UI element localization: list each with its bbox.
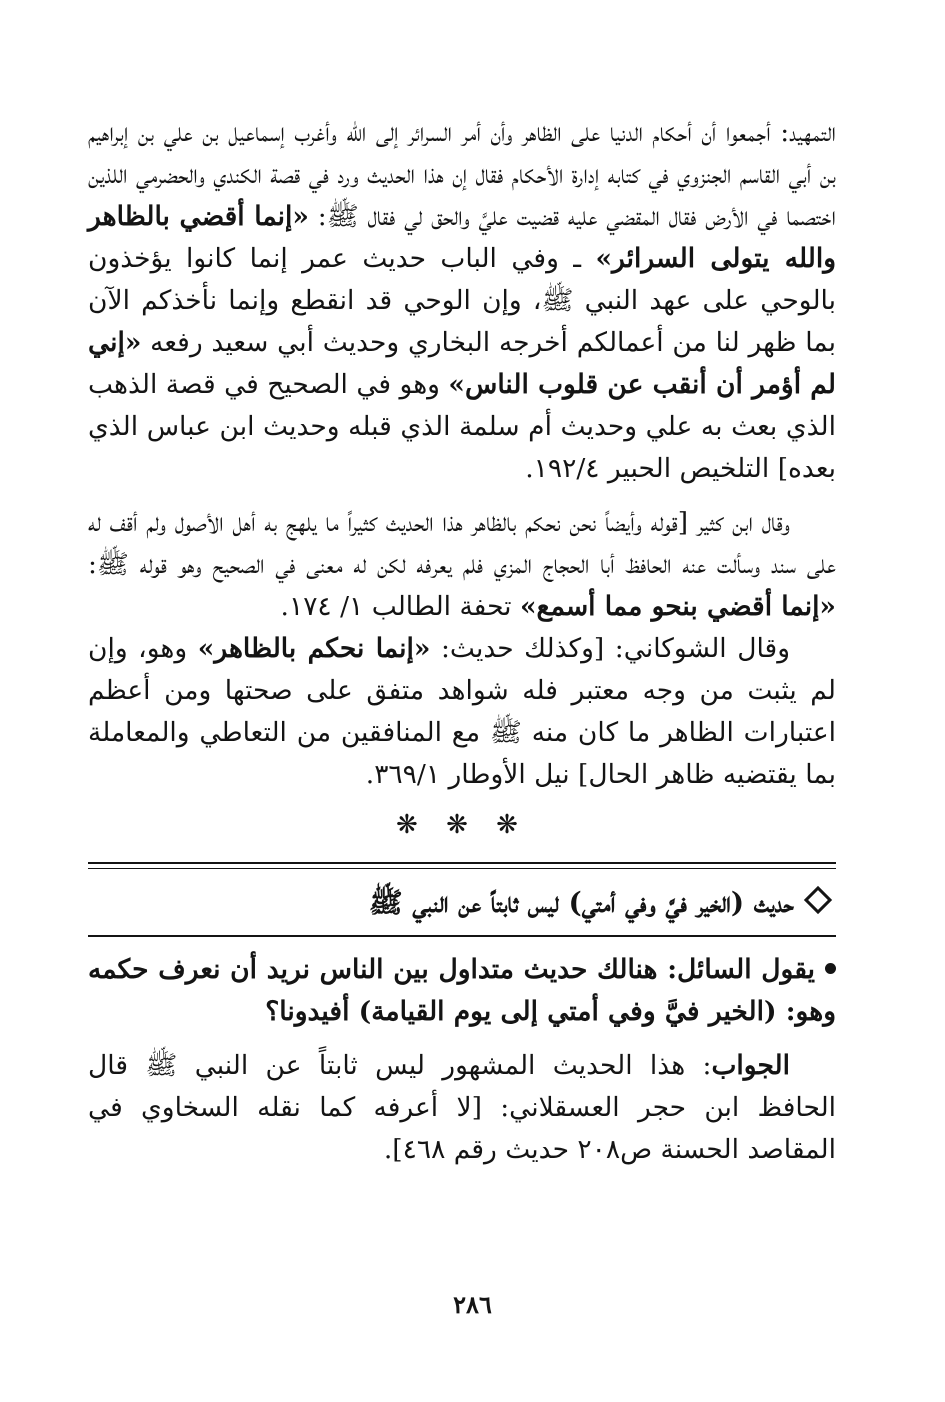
answer-label: الجواب [711, 1050, 790, 1081]
question-text: يقول السائل: هنالك حديث متداول بين الناس نريد أن نعرف حكمه وهو: (الخير فيَّ وفي أمتي إلى يوم القيامة) أفيدونا؟ [88, 954, 836, 1027]
heading-rule-bottom [88, 935, 836, 937]
section-heading-box [88, 862, 836, 937]
section-separator: ❋ ❋ ❋ [396, 810, 528, 840]
text-run: تحفة الطالب ١/ ١٧٤. [280, 591, 520, 622]
diamond-icon [804, 886, 832, 914]
paragraph-ibn-kathir [88, 502, 836, 628]
text-run: وهو في الصحيح في قصة الذهب الذي بعث به علي وحديث أم سلمة الذي قبله وحديث ابن عباس الذي بعده] التلخيص الحبير ١٩٢/٤. [88, 369, 836, 484]
paragraph-tamhid [88, 112, 836, 490]
text-run: وهو، وإن لم يثبت من وجه معتبر فله شواهد متفق على صحتها ومن أعظم اعتبارات الظاهر ما كان منه ﷺ مع المنافقين من التعاطي والمعاملة بما يقتضيه ظاهر الحال] نيل الأوطار ٣٦٩/١. [88, 633, 836, 790]
text-run: التمهيد: أجمعوا أن أحكام الدنيا على الظاهر وأن أمر السرائر إلى الله وأغرب إسماعيل بن علي بن إبراهيم بن أبي القاسم الجنزوي في كتابه إدارة الأحكام فقال إن هذا الحديث ورد في قصة الكندي والحضرمي اللذين اختصما في الأرض فقال المقضي عليه قضيت عليَّ والحق لي فقال ﷺ: [88, 117, 836, 232]
page-content [88, 112, 836, 1171]
section-heading [88, 869, 836, 935]
page-number: ٢٨٦ [453, 1290, 492, 1319]
section-heading-text: حديث (الخير فيَّ وفي أمتي) ليس ثابتاً عن النبي ﷺ [368, 886, 794, 919]
hadith-quote: «إني لم أؤمر أن أنقب عن قلوب الناس» [88, 327, 837, 400]
paragraph-shawkani [88, 628, 836, 796]
hadith-quote: «إنما نحكم بالظاهر» [197, 633, 431, 664]
text-run: ـ وفي الباب حديث عمر إنما كانوا يؤخذون بالوحي على عهد النبي ﷺ، وإن الوحي قد انقطع وإنما نأخذكم الآن بما ظهر لنا من أعمالكم أخرجه البخاري وحديث أبي سعيد رفعه [88, 243, 836, 358]
question-paragraph [88, 949, 836, 1033]
hadith-quote: «إنما أقضي بنحو مما أسمع» [519, 591, 836, 622]
answer-paragraph [88, 1045, 836, 1171]
text-run: وقال الشوكاني: [وكذلك حديث: [430, 633, 790, 664]
answer-text: : هذا الحديث المشهور ليس ثابتاً عن النبي ﷺ قال الحافظ ابن حجر العسقلاني: [لا أعرفه كما نقله السخاوي في المقاصد الحسنة ص٢٠٨ حديث رقم ٤٦٨]. [88, 1050, 836, 1165]
text-run: وقال ابن كثير [قوله وأيضاً نحن نحكم بالظاهر هذا الحديث كثيراً ما يلهج به أهل الأصول ولم أقف له على سند وسألت عنه الحافظ أبا الحجاج المزي فلم يعرفه لكن له معنى في الصحيح وهو قوله ﷺ: [88, 507, 836, 580]
hadith-quote: «إنما أقضي بالظاهر والله يتولى السرائر» [88, 201, 836, 274]
bullet-icon [825, 963, 836, 974]
